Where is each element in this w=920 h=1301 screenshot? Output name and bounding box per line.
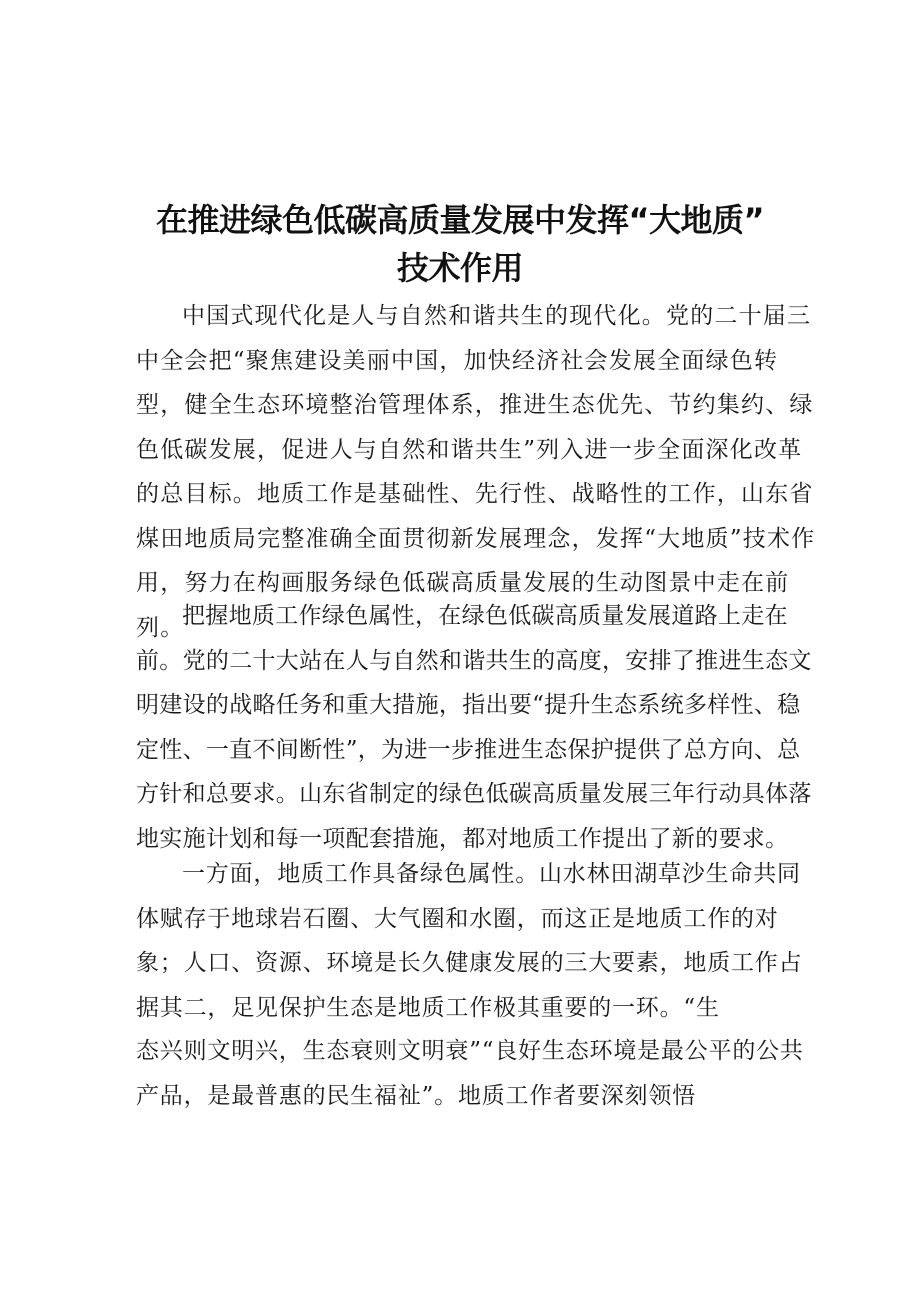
paragraph-3: 一方面，地质工作具备绿色属性。山水林田湖草沙生命共同体赋存于地球岩石圈、大气圈和水圈，而这正是地质工作的对象；人口、资源、环境是长久健康发展的三大要素，地质工作占据其二，足见保护生态是地质工作极其重要的一环。“生 <box>136 861 803 1021</box>
document-title-line-1: 在推进绿色低碳高质量发展中发挥“大地质” <box>155 201 765 239</box>
paragraph-4: 态兴则文明兴，生态衰则文明衰”“良好生态环境是最公平的公共产品，是最普惠的民生福祉”。地质工作者要深刻领悟 <box>136 1038 804 1109</box>
document-title-line-2: 技术作用 <box>396 249 523 287</box>
paragraph-2: 把握地质工作绿色属性，在绿色低碳高质量发展道路上走在前。党的二十大站在人与自然和谐共生的高度，安排了推进生态文明建设的战略任务和重大措施，指出要“提升生态系统多样性、稳定性、一直不间断性”，为进一步推进生态保护提供了总方向、总方针和总要求。山东省制定的绿色低碳高质量发展三年行动具体落地实施计划和每一项配套措施，都对地质工作提出了新的要求。 <box>136 603 812 852</box>
paragraph-1: 中国式现代化是人与自然和谐共生的现代化。党的二十届三中全会把“聚焦建设美丽中国，加快经济社会发展全面绿色转型，健全生态环境整治管理体系，推进生态优先、节约集约、绿色低碳发展，促进人与自然和谐共生”列入进一步全面深化改革的总目标。地质工作是基础性、先行性、战略性的工作，山东省煤田地质局完整准确全面贯彻新发展理念，发挥“大地质”技术作用，努力在构画服务绿色低碳高质量发展的生动图景中走在前列。 <box>136 303 816 641</box>
